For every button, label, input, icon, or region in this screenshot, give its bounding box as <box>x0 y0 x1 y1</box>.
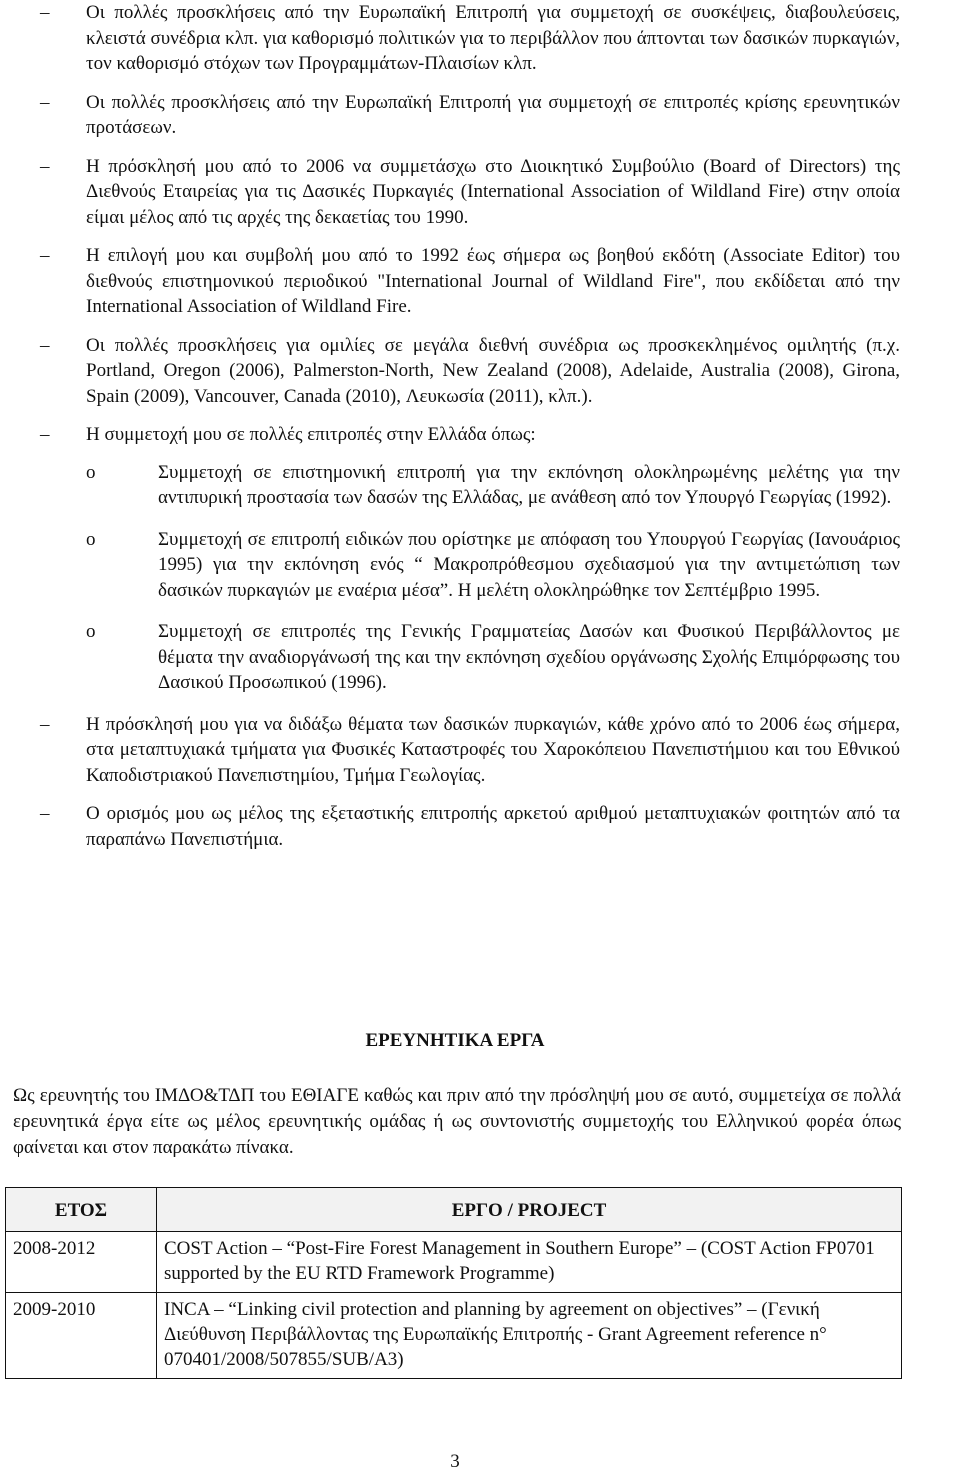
table-row <box>6 1293 902 1379</box>
committees-sublist <box>86 460 900 696</box>
list-item-text: Ο ορισμός μου ως μέλος της εξεταστικής επιτροπής αρκετού αριθμού μεταπτυχιακών φοιτητών από τα παραπάνω Πανεπιστήμια. <box>86 803 900 850</box>
list-item <box>40 333 900 410</box>
dash-bullet: – <box>40 91 50 113</box>
table-cell-project: INCA – “Linking civil protection and planning by agreement on objectives” – (Γενική Διεύθυνση Περιβάλλοντας της Ευρωπαϊκής Επιτροπής - Grant Agreement reference n° 070401/2008/507855/SUB/A3) <box>157 1293 902 1379</box>
section-heading: ΕΡΕΥΝΗΤΙΚΑ ΕΡΓΑ <box>365 1030 545 1051</box>
sublist-item-text: Συμμετοχή σε επιστημονική επιτροπή για την εκπόνηση ολοκληρωμένης μελέτης για την αντιπυρική προστασία των δασών της Ελλάδας, με ανάθεση από τον Υπουργό Γεωργίας (1992). <box>158 461 900 508</box>
circle-bullet: o <box>86 461 96 483</box>
dash-bullet: – <box>40 334 50 356</box>
list-item <box>40 154 900 231</box>
sublist-item-text: Συμμετοχή σε επιτροπές της Γενικής Γραμματείας Δασών και Φυσικού Περιβάλλοντος με θέματα την αναδιοργάνωσή της και την εκπόνηση σχεδίου οργάνωσης Σχολής Επιμόρφωσης του Δασικού Προσωπικού (1996). <box>158 621 900 693</box>
column-header-project: ΕΡΓΟ / PROJECT <box>157 1188 902 1232</box>
list-item <box>40 90 900 141</box>
list-item-text: Η συμμετοχή μου σε πολλές επιτροπές στην Ελλάδα όπως: <box>86 424 536 445</box>
list-item <box>40 422 900 696</box>
page-number: 3 <box>450 1451 460 1472</box>
sublist-item <box>86 619 900 696</box>
dash-bullet: – <box>40 245 50 266</box>
dash-bullet: – <box>40 2 50 23</box>
table-header-row <box>6 1188 902 1232</box>
list-item <box>40 243 900 320</box>
list-item-text: Η πρόσκλησή μου για να διδάξω θέματα των δασικών πυρκαγιών, κάθε χρόνο από το 2006 έως σήμερα, στα μεταπτυχιακά τμήματα για Φυσικές Καταστροφές του Χαροκόπειου Πανεπιστήμιου και του Εθνικού Καποδιστριακού Πανεπιστημίου, Τμήμα Γεωλογίας. <box>86 713 900 786</box>
table-cell-year: 2008-2012 <box>6 1232 157 1293</box>
list-item <box>40 801 900 852</box>
list-item <box>40 712 900 789</box>
list-item-text: Οι πολλές προσκλήσεις για ομιλίες σε μεγάλα διεθνή συνέδρια ως προσκεκλημένος ομιλητής (π.χ. Portland, Oregon (2006), Palmerston-North, New Zealand (2008), Adelaide, Australia (2008), Girona, Spain (2009), Vancouver, Canada (2010), Λευκωσία (2011), κλπ.). <box>86 334 900 407</box>
list-item-text: Οι πολλές προσκλήσεις από την Ευρωπαϊκή Επιτροπή για συμμετοχή σε συσκέψεις, διαβουλεύσεις, κλειστά συνέδρια κλπ. για καθορισμό πολιτικών για το περιβάλλον που άπτονται των δασικών πυρκαγιών, τον καθορισμό στόχων των Προγραμμάτων-Πλαισίων κλπ. <box>86 2 900 74</box>
list-item-text: Η επιλογή μου και συμβολή μου από το 1992 έως σήμερα ως βοηθού εκδότη (Associate Editor) του διεθνούς επιστημονικού περιοδικού "International Journal of Wildland Fire", που εκδίδεται από την International Association of Wildland Fire. <box>86 245 900 317</box>
table-row <box>6 1232 902 1293</box>
dash-bullet: – <box>40 803 50 824</box>
list-item-text: Οι πολλές προσκλήσεις από την Ευρωπαϊκή Επιτροπή για συμμετοχή σε επιτροπές κρίσης ερευνητικών προτάσεων. <box>86 91 900 138</box>
sublist-item <box>86 460 900 511</box>
list-item-text: Η πρόσκλησή μου από το 2006 να συμμετάσχω στο Διοικητικό Συμβούλιο (Board of Directors) της Διεθνούς Εταιρείας για τις Δασικές Πυρκαγιές (International Association of Wildland Fire) στην οποία είμαι μέλος από τις αρχές της δεκαετίας του 1990. <box>86 155 900 228</box>
projects-table <box>5 1187 902 1379</box>
column-header-year: ΕΤΟΣ <box>6 1188 157 1232</box>
dash-bullet: – <box>40 155 50 177</box>
sublist-item <box>86 527 900 604</box>
dash-bullet: – <box>40 424 50 445</box>
sublist-item-text: Συμμετοχή σε επιτροπή ειδικών που ορίστηκε με απόφαση του Υπουργού Γεωργίας (Ιανουάριος 1995) για την εκπόνηση ενός “ Μακροπρόθεσμου σχεδιασμού για την αντιμετώπιση των δασικών πυρκαγιών με εναέρια μέσα”. Η μελέτη ολοκληρώθηκε τον Σεπτέμβριο 1995. <box>158 528 900 601</box>
circle-bullet: o <box>86 621 96 642</box>
activities-list <box>40 0 900 865</box>
intro-paragraph: Ως ερευνητής του ΙΜΔΟ&ΤΔΠ του ΕΘΙΑΓΕ καθώς και πριν από την πρόσληψή μου σε αυτό, συμμετείχα σε πολλά ερευνητικά έργα είτε ως μέλος ερευνητικής ομάδας ή ως συντονιστής συμμετοχής του Ελληνικού φορέα όπως φαίνεται και στον παρακάτω πίνακα. <box>13 1085 901 1158</box>
circle-bullet: o <box>86 528 96 550</box>
list-item <box>40 0 900 77</box>
table-cell-project: COST Action – “Post-Fire Forest Management in Southern Europe” – (COST Action FP0701 supported by the EU RTD Framework Programme) <box>157 1232 902 1293</box>
table-cell-year: 2009-2010 <box>6 1293 157 1379</box>
dash-bullet: – <box>40 713 50 735</box>
